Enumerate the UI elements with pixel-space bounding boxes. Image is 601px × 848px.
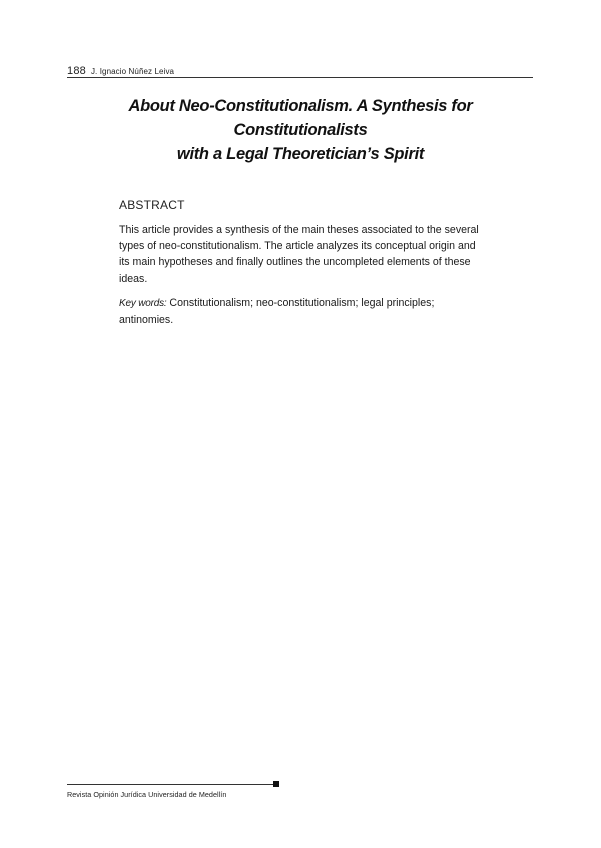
keywords-label: Key words: xyxy=(119,297,167,309)
abstract-section xyxy=(119,198,484,328)
article-title-line-2: with a Legal Theoretician’s Spirit xyxy=(176,145,425,163)
footer-rule xyxy=(67,784,274,785)
header-rule xyxy=(67,77,533,78)
article-title-line-1: About Neo-Constitutionalism. A Synthesis for Constitutionalists xyxy=(128,97,473,139)
footer-square-marker xyxy=(273,781,279,787)
abstract-heading: ABSTRACT xyxy=(119,198,185,212)
keywords-text: Constitutionalism; neo-constitutionalism; legal principles; antinomies. xyxy=(119,296,435,327)
article-title xyxy=(60,94,541,166)
abstract-body: This article provides a synthesis of the main theses associated to the several types of neo-constitutionalism. The article analyzes its conceptual origin and its main hypotheses and finally outlines the uncompleted elements of these ideas. xyxy=(119,224,479,285)
keywords xyxy=(119,295,484,328)
page-number: 188 xyxy=(67,65,86,77)
footer-journal-name: Revista Opinión Jurídica Universidad de Medellín xyxy=(67,790,227,799)
running-header-author: J. Ignacio Núñez Leiva xyxy=(90,67,175,76)
